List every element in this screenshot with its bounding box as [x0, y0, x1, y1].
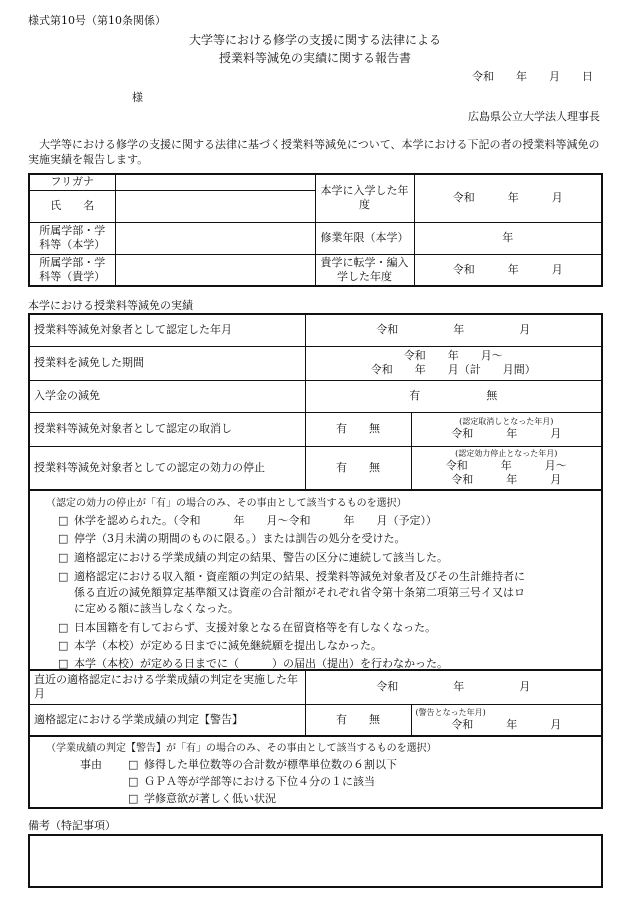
checkbox-icon[interactable]: □ — [58, 639, 69, 652]
enrolled-year-label: 本学に入学した年度 — [315, 174, 414, 222]
checkbox-icon[interactable]: □ — [128, 775, 139, 788]
admission-fee-yesno[interactable]: 有 無 — [305, 380, 602, 412]
grade-reason-3[interactable]: □ 学修意欲が著しく低い状況 — [128, 792, 276, 805]
checkbox-icon[interactable]: □ — [58, 657, 69, 670]
title-line2: 授業料等減免の実績に関する報告書 — [218, 51, 411, 65]
grade-judge-date[interactable]: 令和 年 月 — [305, 670, 602, 704]
grade-warning-yesno[interactable]: 有 無 — [305, 704, 411, 736]
addressee-suffix: 様 — [132, 91, 143, 104]
checkbox-icon[interactable]: □ — [128, 758, 139, 771]
grade-warning-date[interactable] — [411, 704, 602, 736]
grade-note: （学業成績の判定【警告】が「有」の場合のみ、その事由として該当するものを選択） — [46, 743, 437, 754]
results-table — [28, 313, 603, 491]
suspension-note: （認定の効力の停止が「有」の場合のみ、その事由として該当するものを選択） — [46, 498, 407, 509]
admission-fee-label: 入学金の減免 — [29, 380, 305, 412]
grade-warning-label: 適格認定における学業成績の判定【警告】 — [29, 704, 305, 736]
checkbox-icon[interactable]: □ — [58, 621, 69, 634]
cert-cancel-note: (認定取消しとなった年月) — [459, 417, 554, 426]
suspension-item-6[interactable]: □ 本学（本校）が定める日までに減免継続願を提出しなかった。 — [58, 639, 382, 652]
cert-suspend-date[interactable] — [411, 446, 602, 490]
suspension-item-4-line3: に定める額に該当しなくなった。 — [74, 602, 239, 615]
cert-suspend-date-from: 令和 年 月～ — [445, 458, 567, 472]
enrolled-year-value[interactable]: 令和 年 月 — [414, 174, 602, 222]
grade-warning-note: (警告となった年月) — [415, 707, 486, 717]
name-label: 氏 名 — [29, 190, 115, 222]
suspension-item-1[interactable]: □ 休学を認められた。（令和 年 月～令和 年 月（予定）） — [58, 514, 437, 527]
cert-cancel-label: 授業料等減免対象者として認定の取消し — [29, 412, 305, 446]
cert-suspend-yesno[interactable]: 有 無 — [305, 446, 411, 490]
suspension-item-3[interactable]: □ 適格認定における学業成績の判定の結果、警告の区分に連続して該当した。 — [58, 551, 448, 564]
checkbox-icon[interactable]: □ — [128, 792, 139, 805]
faculty-label: 所属学部・学科等（本学） — [29, 222, 115, 254]
faculty-field[interactable] — [115, 222, 315, 254]
checkbox-icon[interactable]: □ — [58, 570, 69, 583]
grade-reason-2[interactable]: □ ＧＰＡ等が学部等における下位４分の１に該当 — [128, 775, 375, 788]
cert-cancel-date-value: 令和 年 月 — [451, 427, 562, 440]
grade-warning-date-value: 令和 年 月 — [451, 717, 562, 731]
suspension-item-2[interactable]: □ 停学（3月未満の期間のものに限る。）または訓告の処分を受けた。 — [58, 532, 406, 545]
transfer-year-label: 貴学に転学・編入学した年度 — [315, 254, 414, 286]
checkbox-icon[interactable]: □ — [58, 514, 69, 527]
reason-label: 事由 — [80, 758, 102, 771]
cert-cancel-yesno[interactable]: 有 無 — [305, 412, 411, 446]
cert-suspend-label: 授業料等減免対象者としての認定の効力の停止 — [29, 446, 305, 490]
reduction-period-label: 授業料を減免した期間 — [29, 346, 305, 380]
furigana-field[interactable] — [115, 174, 315, 190]
reduction-period-end: 令和 年 月（計 月間） — [370, 363, 536, 376]
grade-judge-label: 直近の適格認定における学業成績の判定を実施した年月 — [29, 670, 305, 704]
prev-faculty-field[interactable] — [115, 254, 315, 286]
sender-name: 広島県公立大学法人理事長 — [468, 110, 600, 123]
suspension-item-5[interactable]: □ 日本国籍を有しておらず、支援対象となる在留資格等を有しなくなった。 — [58, 621, 437, 634]
title-line1: 大学等における修学の支援に関する法律による — [188, 33, 441, 47]
student-info-table — [28, 173, 603, 287]
furigana-label: フリガナ — [29, 174, 115, 190]
suspension-item-7[interactable]: □ 本学（本校）が定める日までに（ ）の届出（提出）を行わなかった。 — [58, 657, 448, 670]
prev-faculty-label: 所属学部・学科等（貴学） — [29, 254, 115, 286]
cert-date-value[interactable]: 令和 年 月 — [305, 314, 602, 346]
reduction-period-start: 令和 年 月～ — [403, 349, 503, 362]
remarks-field[interactable] — [28, 834, 603, 888]
study-years-value[interactable]: 年 — [414, 222, 602, 254]
checkbox-icon[interactable]: □ — [58, 532, 69, 545]
remarks-label: 備考（特記事項） — [28, 819, 116, 832]
grade-reason-1[interactable]: □ 修得した単位数等の合計数が標準単位数の６割以下 — [128, 758, 397, 771]
intro-text: 大学等における修学の支援に関する法律に基づく授業料等減免について、本学における下記の者の授業料等減免の実施実績を報告します。 — [28, 138, 600, 166]
form-number: 様式第10号（第10条関係） — [28, 14, 166, 27]
reduction-period-value[interactable] — [305, 346, 602, 380]
name-field[interactable] — [115, 190, 315, 222]
cert-suspend-date-to: 令和 年 月 — [451, 472, 562, 486]
section-title-results: 本学における授業料等減免の実績 — [28, 299, 193, 312]
transfer-year-value[interactable]: 令和 年 月 — [414, 254, 602, 286]
cert-suspend-note: (認定効力停止となった年月) — [455, 448, 558, 458]
study-years-label: 修業年限（本学） — [315, 222, 414, 254]
report-date: 令和 年 月 日 — [472, 70, 593, 83]
cert-cancel-date[interactable] — [411, 412, 602, 446]
cert-date-label: 授業料等減免対象者として認定した年月 — [29, 314, 305, 346]
suspension-item-4-line2: 係る直近の減免額算定基準額又は資産の合計額がそれぞれ省令第十条第二項第三号イ又はロ — [74, 586, 525, 599]
suspension-item-4[interactable]: □ 適格認定における収入額・資産額の判定の結果、授業料等減免対象者及びその生計維持者に — [58, 570, 525, 583]
checkbox-icon[interactable]: □ — [58, 551, 69, 564]
grade-table — [28, 669, 603, 737]
